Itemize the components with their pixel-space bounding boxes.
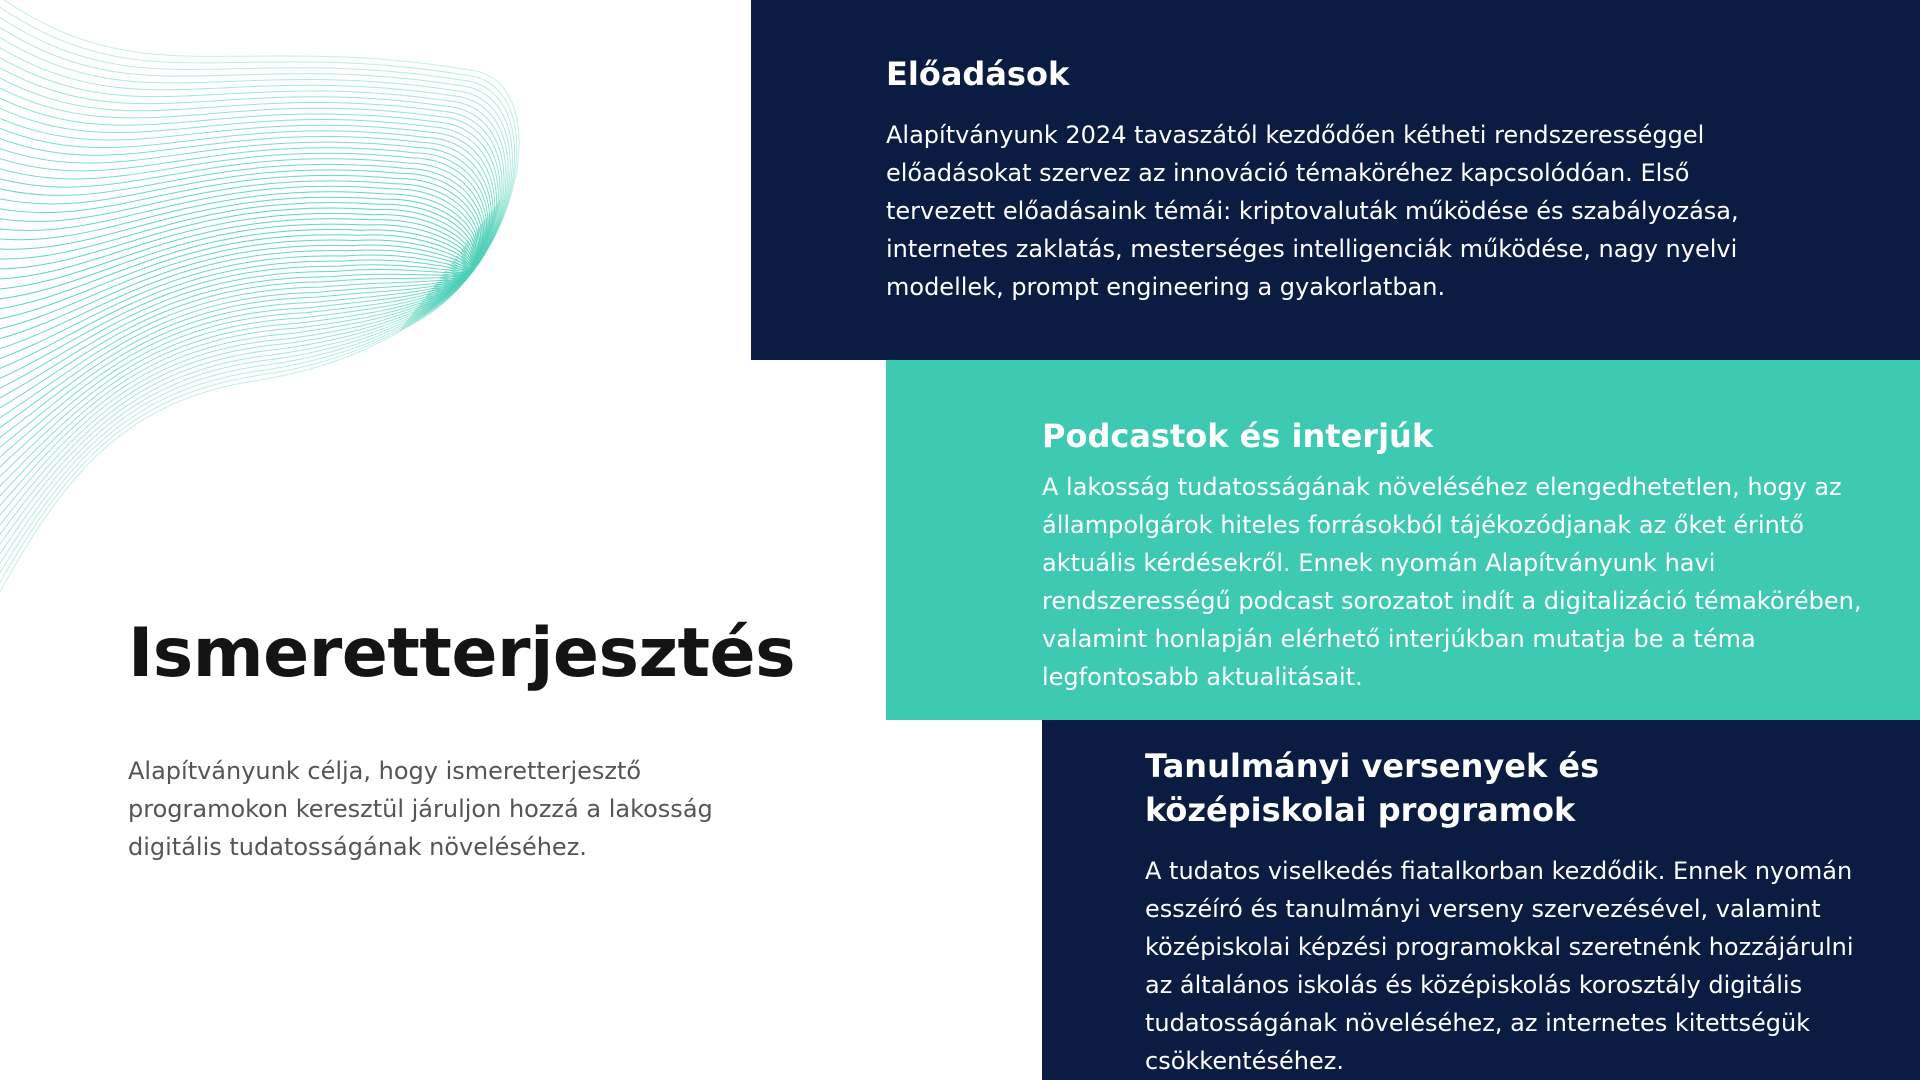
page-title: Ismeretterjesztés <box>128 614 796 693</box>
section-body: A lakosság tudatosságának növeléséhez elengedhetetlen, hogy az állampolgárok hiteles forrásokból tájékozódjanak az őket érintő aktuális kérdésekről. Ennek nyomán Alapítványunk havi rendszerességű podcast sorozatot indít a digitalizáció témakörében, valamint honlapján elérhető interjúkban mutatja be a téma legfontosabb aktualitásait. <box>1042 473 1862 691</box>
section-title: Előadások <box>886 55 1070 93</box>
section-title: Podcastok és interjúk <box>1042 417 1434 455</box>
wave-line <box>0 235 473 321</box>
wave-line <box>0 219 474 290</box>
section-title: Tanulmányi versenyek és középiskolai programok <box>1145 747 1600 829</box>
wave-line <box>0 224 482 497</box>
wave-line <box>0 73 502 313</box>
section-body: A tudatos viselkedés fiatalkorban kezdődik. Ennek nyomán esszéíró és tanulmányi verseny szervezésével, valamint középiskolai képzési programokkal szeretnénk hozzájárulni az általános iskolás és középiskolás korosztály digitális tudatosságának növeléséhez, az internetes kitettségük csökkentéséhez. <box>1145 857 1854 1075</box>
wave-line <box>0 0 517 328</box>
section-competitions <box>1042 720 1920 1080</box>
wave-line <box>0 228 479 476</box>
section-lectures <box>751 0 1920 360</box>
page-lead: Alapítványunk célja, hogy ismeretterjesztő programokon keresztül járuljon hozzá a lakosság digitális tudatosságának növeléséhez. <box>128 757 713 861</box>
wave-line <box>0 175 481 284</box>
wave-line <box>0 203 476 276</box>
section-body: Alapítványunk 2024 tavaszától kezdődően kétheti rendszerességgel előadásokat szervez az innováció témaköréhez kapcsolódóan. Első tervezett előadásaink témái: kriptovaluták működése és szabályozása, internetes zaklatás, mesterséges intelligenciák működése, nagy nyelvi modellek, prompt engineering a gyakorlatban. <box>886 121 1739 301</box>
wave-mesh-icon <box>0 0 560 620</box>
section-podcasts <box>886 360 1920 720</box>
wave-line <box>0 215 488 538</box>
